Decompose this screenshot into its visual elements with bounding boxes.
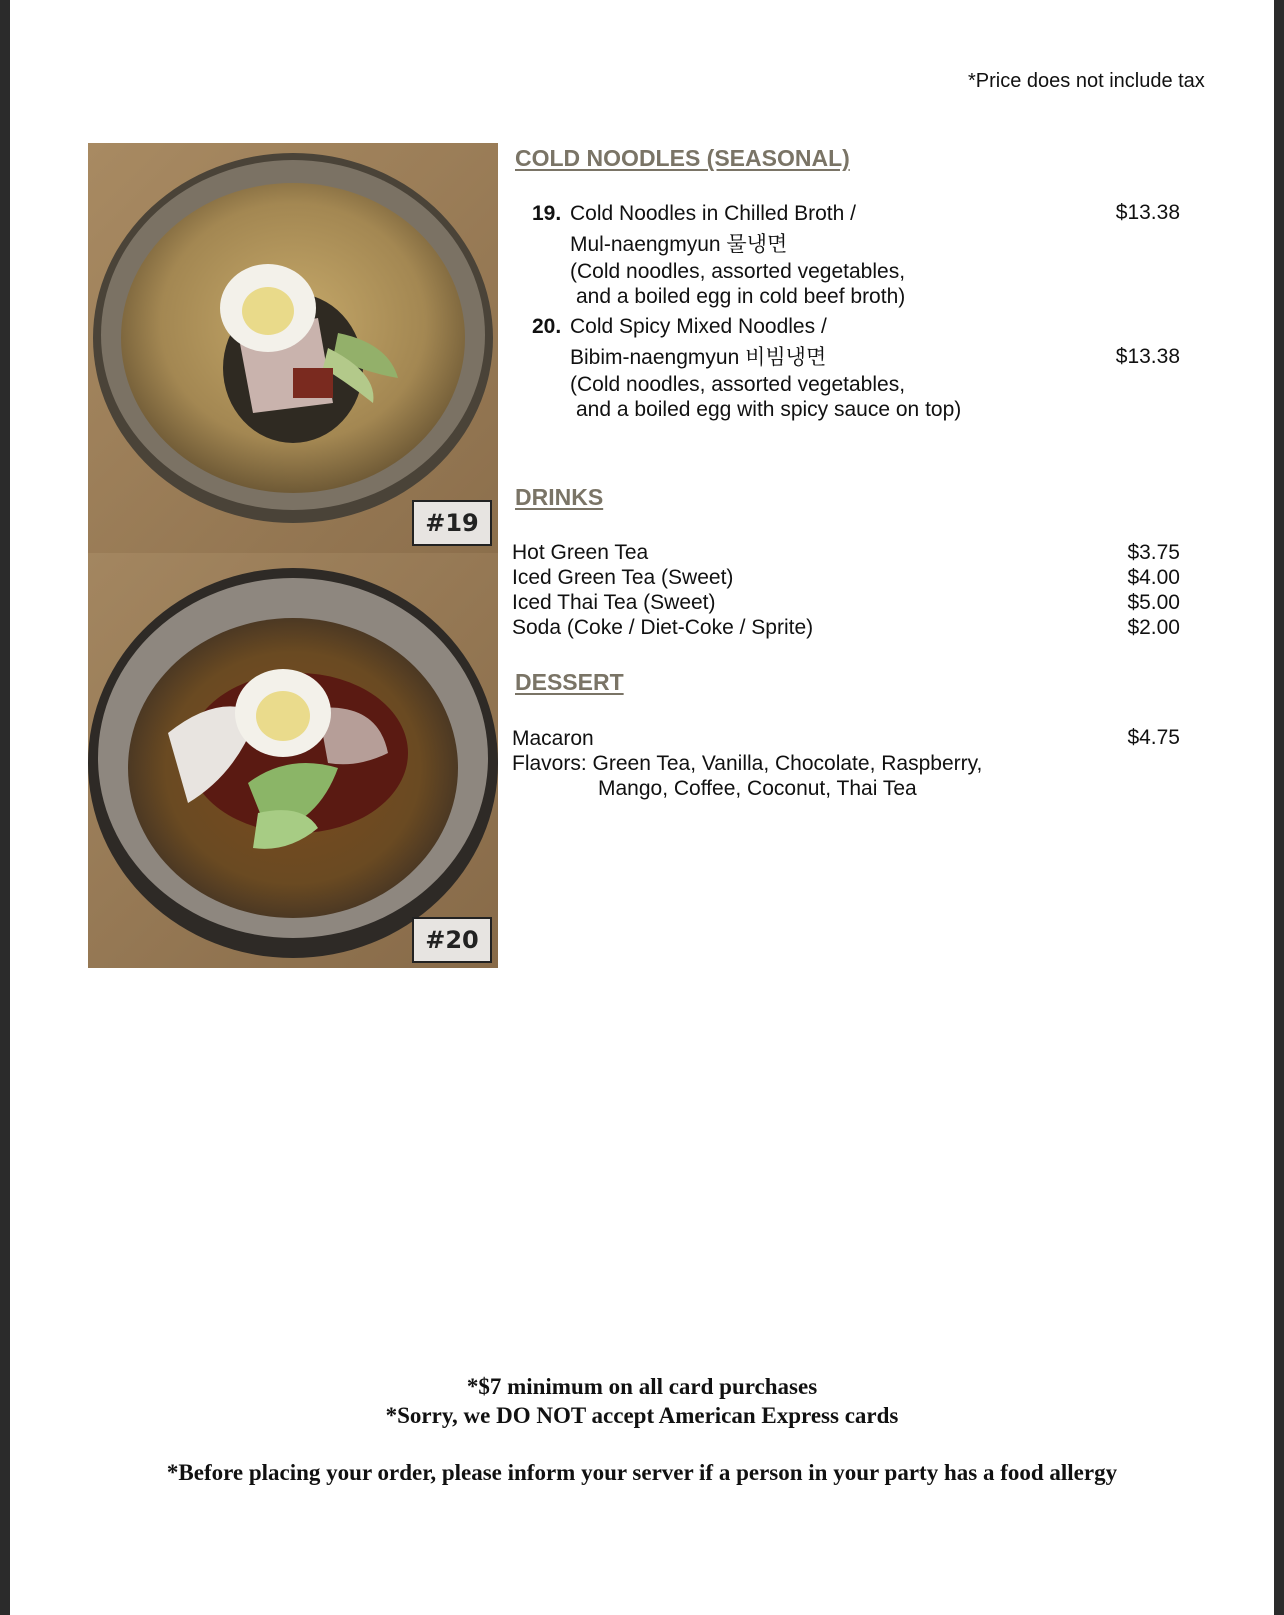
noodle-bowl-image [88,553,498,968]
item-description: (Cold noodles, assorted vegetables, [570,260,906,283]
noodle-bowl-image [88,143,498,553]
dessert-flavors-cont: Mango, Coffee, Coconut, Thai Tea [598,777,917,800]
item-description: and a boiled egg with spicy sauce on top) [576,398,962,421]
section-heading-dessert: DESSERT [515,669,624,695]
dessert-flavors: Flavors: Green Tea, Vanilla, Chocolate, Raspberry, [512,752,983,775]
drink-price: $4.00 [1127,566,1180,589]
item-price-19: $13.38 [1115,201,1180,224]
item-number: 20. [532,315,562,338]
photo-cold-noodles-broth [88,143,498,553]
item-description: and a boiled egg in cold beef broth) [576,285,906,308]
footer-card-minimum: *$7 minimum on all card purchases [466,1374,818,1399]
dessert-price: $4.75 [1127,726,1180,749]
drink-name: Iced Thai Tea (Sweet) [512,591,716,614]
drink-price: $2.00 [1127,616,1180,639]
photo-spicy-mixed-noodles [88,553,498,968]
menu-page [10,0,1274,1615]
section-heading-drinks: DRINKS [515,484,604,510]
item-name: Cold Noodles in Chilled Broth / [570,202,856,225]
footer-no-amex: *Sorry, we DO NOT accept American Express cards [385,1403,899,1428]
drink-price: $3.75 [1127,541,1180,564]
menu-item-20 [532,314,961,422]
item-korean-name: Bibim-naengmyun 비빔냉면 [570,346,827,369]
drinks-prices [1127,540,1180,640]
item-description: (Cold noodles, assorted vegetables, [570,373,906,396]
footer-allergy-notice: *Before placing your order, please inform your server if a person in your party has a food allergy [166,1460,1118,1485]
drinks-list [512,540,813,640]
drink-name: Iced Green Tea (Sweet) [512,566,734,589]
drink-price: $5.00 [1127,591,1180,614]
photo-label-19: #19 [412,500,492,546]
menu-item-19 [532,201,905,309]
drink-name: Hot Green Tea [512,541,649,564]
dessert-name: Macaron [512,727,594,750]
item-korean-name: Mul-naengmyun 물냉면 [570,233,788,256]
photo-label-20: #20 [412,917,492,963]
tax-note: *Price does not include tax [968,70,1205,92]
section-heading-cold-noodles: COLD NOODLES (SEASONAL) [515,145,850,171]
dessert-list [512,726,982,801]
item-name: Cold Spicy Mixed Noodles / [570,315,827,338]
item-number: 19. [532,202,562,225]
drink-name: Soda (Coke / Diet-Coke / Sprite) [512,616,814,639]
item-price-20: $13.38 [1115,345,1180,368]
